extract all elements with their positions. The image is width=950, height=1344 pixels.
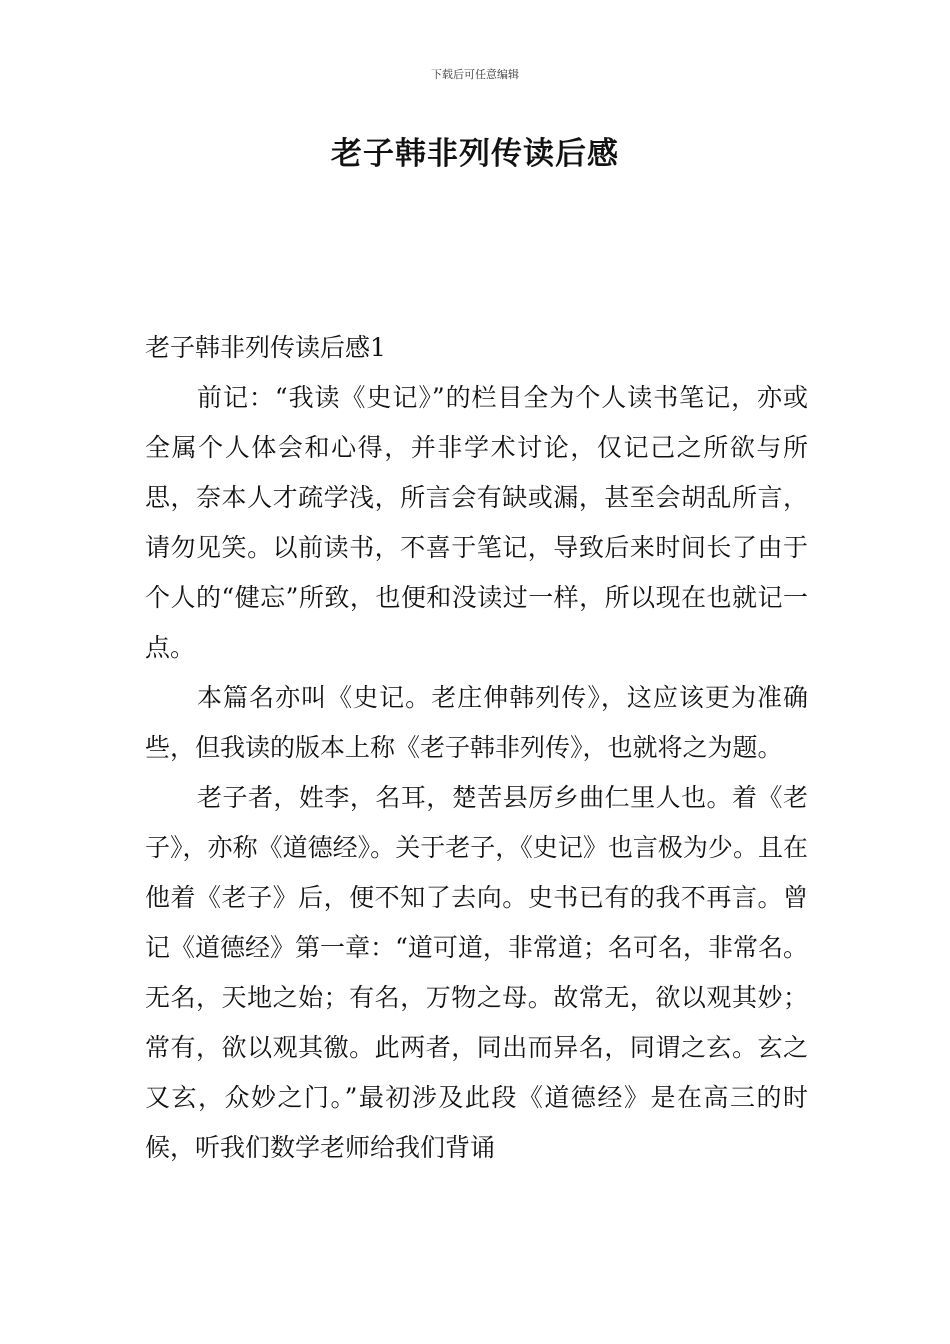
page-header-note: 下载后可任意编辑 [431, 68, 519, 81]
paragraph-title-note: 本篇名亦叫《史记。老庄伸韩列传》，这应该更为准确些，但我读的版本上称《老子韩非列传》，也就将之为题。 [145, 683, 808, 762]
document-title: 老子韩非列传读后感 [331, 136, 619, 172]
document-body [145, 323, 808, 1173]
section-heading: 老子韩非列传读后感1 [145, 333, 386, 362]
paragraph-laozi: 老子者，姓李，名耳，楚苦县厉乡曲仁里人也。着《老子》，亦称《道德经》。关于老子，《史记》也言极为少。且在他着《老子》后，便不知了去向。史书已有的我不再言。曾记《道德经》第一章：“道可道，非常道；名可名，非常名。无名，天地之始；有名，万物之母。故常无，欲以观其妙；常有，欲以观其徼。此两者，同出而异名，同谓之玄。玄之又玄，众妙之门。”最初涉及此段《道德经》是在高三的时候，听我们数学老师给我们背诵 [145, 783, 808, 1162]
paragraph-preface: 前记：“我读《史记》”的栏目全为个人读书笔记，亦或全属个人体会和心得，并非学术讨论，仅记己之所欲与所思，奈本人才疏学浅，所言会有缺或漏，甚至会胡乱所言，请勿见笑。以前读书，不喜于笔记，导致后来时间长了由于个人的“健忘”所致，也便和没读过一样，所以现在也就记一点。 [145, 383, 808, 662]
